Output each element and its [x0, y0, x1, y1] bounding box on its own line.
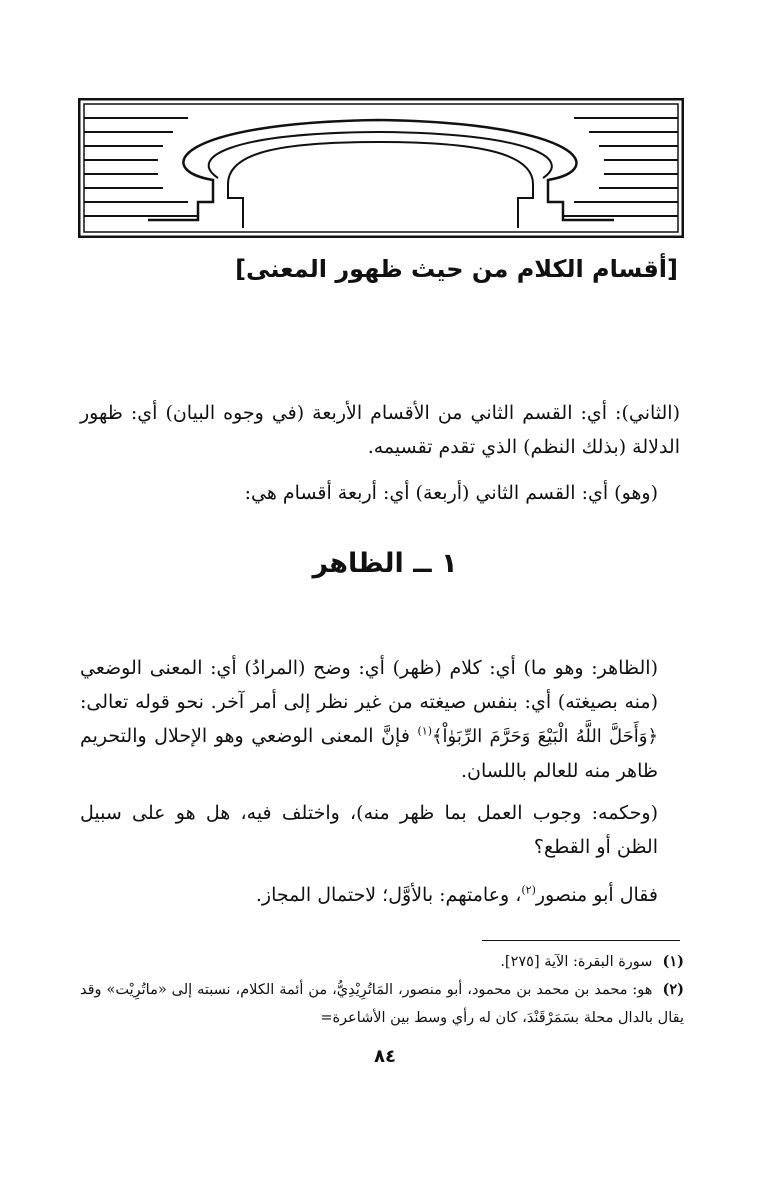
chapter-header-ornament — [78, 98, 684, 238]
footnote-ref-1[interactable]: (١) — [417, 724, 432, 738]
paragraph-abu-mansur — [80, 878, 658, 912]
footnote-number: (١) — [662, 953, 684, 970]
quran-verse: ﴿وَأَحَلَّ اللَّهُ الْبَيْعَ وَحَرَّمَ الرِّبَوٰاْ﴾ — [431, 726, 659, 747]
paragraph-ruling: (وحكمه: وجوب العمل بما ظهر منه)، واختلف فيه، هل هو على سبيل الظن أو القطع؟ — [80, 802, 658, 858]
paragraph-text-segment: فقال أبو منصور — [535, 884, 658, 906]
paragraph-text-segment: فإنَّ المعنى الوضعي وهو الإحلال والتحريم ظاهر منه للعالم باللسان. — [80, 725, 658, 782]
footnote-text: هو: محمد بن محمد بن محمود، أبو منصور، المَاتُرِيْدِيُّ، من أئمة الكلام، نسبته إلى «ماتُرِيْت» وقد يقال بالدال محلة بسَمَرْقَنْدَ، كان له رأي وسط بين الأشاعرة= — [80, 982, 684, 1026]
footnote-text: سورة البقرة: الآية [٢٧٥]. — [500, 954, 653, 970]
heading-al-dhahir: ١ ــ الظاهر — [312, 548, 458, 579]
page-number: ٨٤ — [374, 1046, 396, 1067]
footnotes-list — [80, 948, 684, 1032]
footnote-ref-2[interactable]: (٢) — [521, 883, 536, 897]
paragraph-thani: (الثاني): أي: القسم الثاني من الأقسام الأربعة (في وجوه البيان) أي: ظهور الدلالة (بذلك النظم) الذي تقدم تقسيمه. — [80, 402, 680, 458]
paragraph-text-segment: (الظاهر: وهو ما) أي: كلام (ظهر) أي: وضح (المرادُ) أي: المعنى الوضعي (منه بصيغته) أي: بنفس صيغته من غير نظر إلى أمر آخر. نحو قوله تعالى: — [80, 657, 658, 713]
footnote-item — [80, 976, 684, 1032]
footnote-number: (٢) — [662, 981, 684, 998]
section-title: [أقسام الكلام من حيث ظهور المعنى] — [235, 255, 678, 283]
paragraph-dhahir-definition — [80, 651, 658, 788]
footnote-divider — [482, 940, 680, 941]
paragraph-text-segment: ، وعامتهم: بالأوَّل؛ لاحتمال المجاز. — [255, 884, 522, 906]
footnote-item — [80, 948, 684, 976]
paragraph-four-types: (وهو) أي: القسم الثاني (أربعة) أي: أربعة أقسام هي: — [244, 482, 658, 504]
